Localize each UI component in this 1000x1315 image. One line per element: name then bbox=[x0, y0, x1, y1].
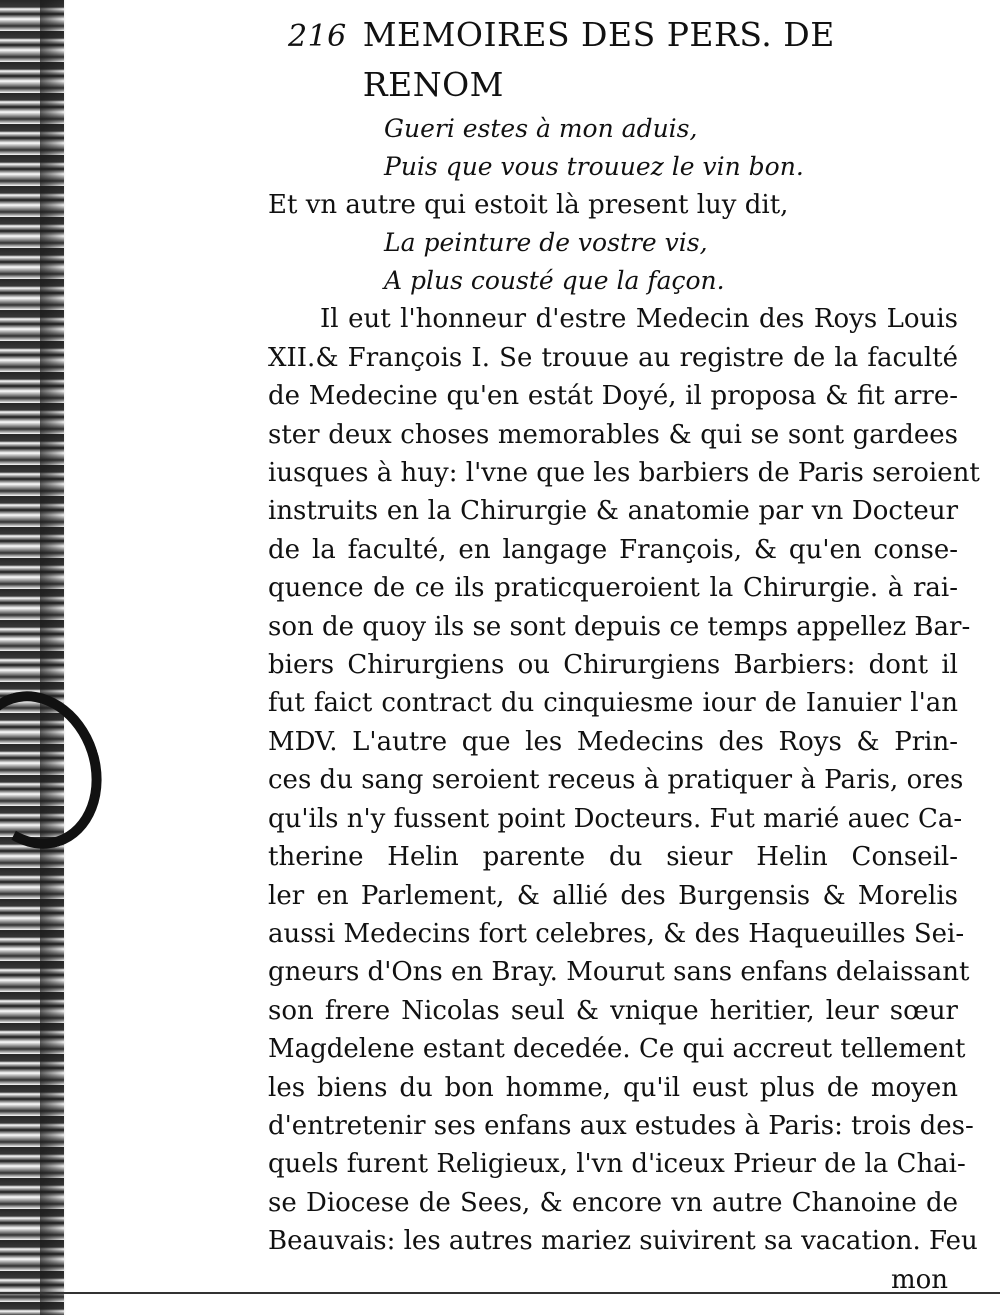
text-line: aussi Medecins fort celebres, & des Haqueuilles Sei- bbox=[268, 918, 965, 949]
book-page bbox=[268, 10, 980, 1299]
page-number: 216 bbox=[288, 19, 347, 54]
main-paragraph bbox=[268, 300, 980, 1260]
verse-line: A plus cousté que la façon. bbox=[384, 266, 725, 296]
running-title: MEMOIRES DES PERS. DE RENOM bbox=[362, 15, 835, 104]
text-line: son frere Nicolas seul & vnique heritier, leur sœur bbox=[268, 995, 958, 1026]
text-line: ler en Parlement, & allié des Burgensis & Morelis bbox=[268, 880, 958, 911]
binder-clip bbox=[0, 674, 122, 866]
text-line: quels furent Religieux, l'vn d'iceux Prieur de la Chai- bbox=[268, 1149, 966, 1180]
text-line: quence de ce ils praticqueroient la Chirurgie. à rai- bbox=[268, 573, 958, 604]
verse-line: Gueri estes à mon aduis, bbox=[384, 114, 698, 143]
intro-line: Et vn autre qui estoit là present luy dit, bbox=[268, 190, 789, 220]
text-line: qu'ils n'y fussent point Docteurs. Fut marié auec Ca- bbox=[268, 803, 963, 834]
text-line: therine Helin parente du sieur Helin Conseil- bbox=[268, 842, 958, 873]
text-line: ces du sang seroient receus à pratiquer à Paris, ores bbox=[268, 765, 964, 796]
text-line: instruits en la Chirurgie & anatomie par vn Docteur bbox=[268, 496, 958, 527]
text-line: gneurs d'Ons en Bray. Mourut sans enfans delaissant bbox=[268, 957, 970, 988]
verse-line: Puis que vous trouuez le vin bon. bbox=[384, 152, 804, 181]
text-line: d'entretenir ses enfans aux estudes à Paris: trois des- bbox=[268, 1110, 974, 1141]
catchword: mon bbox=[890, 1264, 948, 1295]
text-line: de la faculté, en langage François, & qu'en conse- bbox=[268, 534, 958, 565]
verse-line: La peinture de vostre vis, bbox=[384, 228, 708, 258]
text-line: les biens du bon homme, qu'il eust plus de moyen bbox=[268, 1072, 958, 1103]
text-line: iusques à huy: l'vne que les barbiers de Paris seroient bbox=[268, 458, 980, 489]
running-header bbox=[288, 10, 968, 110]
text-line: ster deux choses memorables & qui se sont gardees bbox=[268, 419, 958, 450]
text-line: Magdelene estant decedée. Ce qui accreut tellement bbox=[268, 1034, 966, 1065]
text-line: son de quoy ils se sont depuis ce temps appellez Bar- bbox=[268, 611, 971, 642]
text-line: fut faict contract du cinquiesme iour de Ianuier l'an bbox=[268, 688, 958, 719]
text-line: Beauvais: les autres mariez suivirent sa vacation. Feu bbox=[268, 1226, 978, 1257]
text-line: se Diocese de Sees, & encore vn autre Chanoine de bbox=[268, 1187, 958, 1218]
text-line: de Medecine qu'en estát Doyé, il proposa & fit arre- bbox=[268, 381, 958, 412]
text-line: MDV. L'autre que les Medecins des Roys & Prin- bbox=[268, 726, 958, 757]
binding-gutter bbox=[0, 0, 64, 1315]
text-line: biers Chirurgiens ou Chirurgiens Barbiers: dont il bbox=[268, 650, 958, 681]
text-line: XII.& François I. Se trouue au registre de la faculté bbox=[268, 342, 958, 373]
text-line: Il eut l'honneur d'estre Medecin des Roys Louis bbox=[320, 304, 958, 335]
